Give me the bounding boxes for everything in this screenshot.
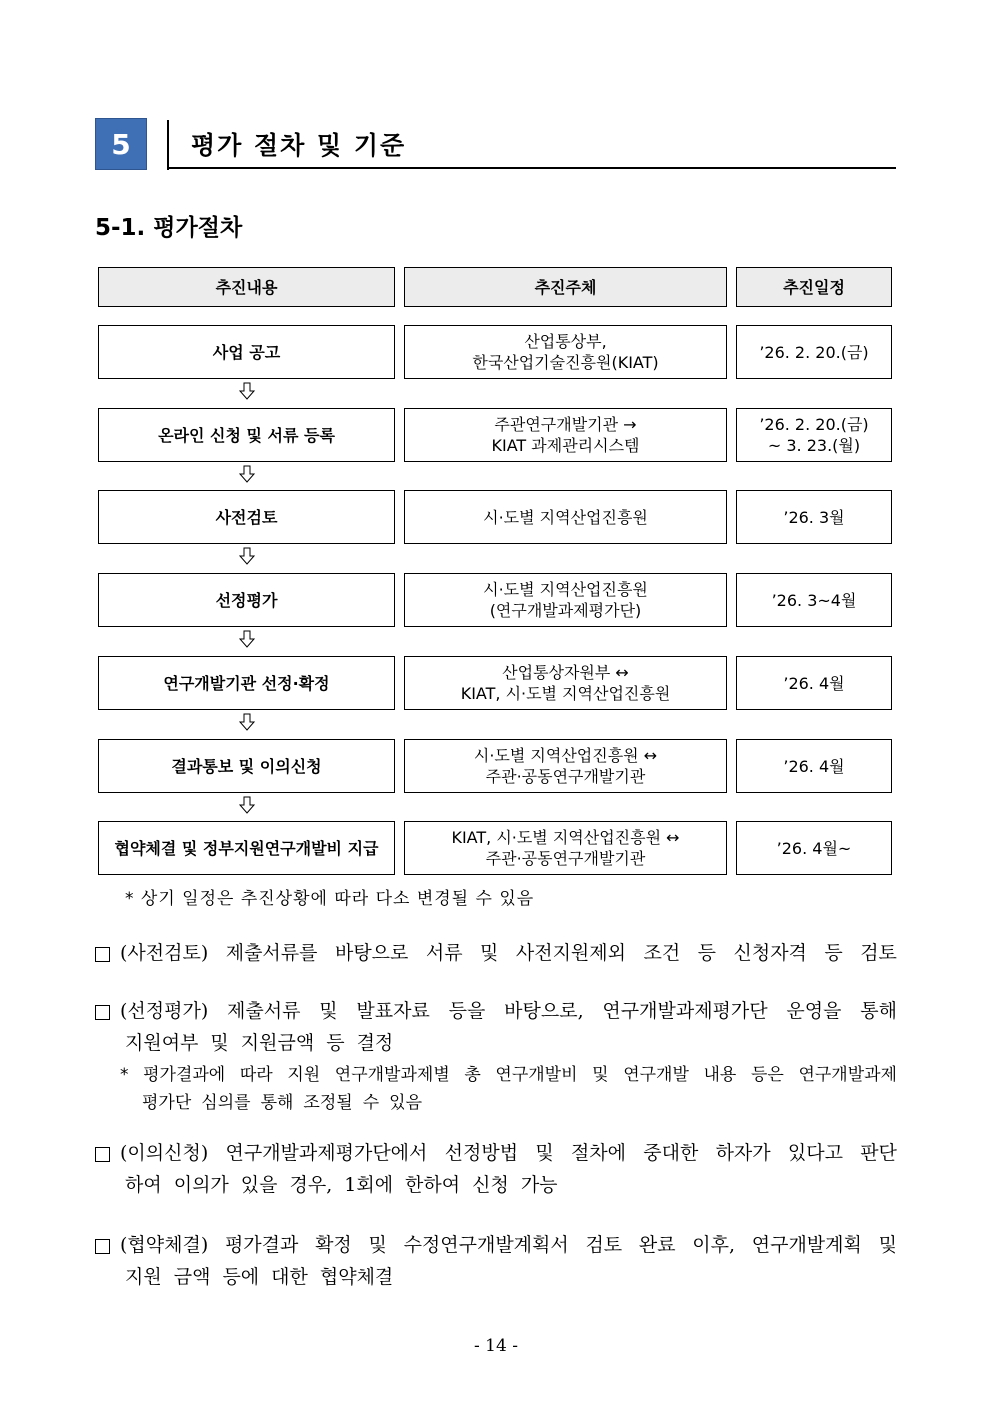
section-divider — [167, 120, 169, 170]
sub-note-line: * 평가결과에 따라 지원 연구개발과제별 총 연구개발비 및 연구개발 내용 등은 연구개발과제 — [120, 1065, 897, 1085]
section-number-badge: 5 — [95, 118, 147, 170]
paragraph-line: (협약체결) 평가결과 확정 및 수정연구개발계획서 검토 완료 이후, 연구개발계획 및 — [95, 1229, 897, 1261]
down-arrow-icon — [237, 795, 257, 815]
process-actor: 시·도별 지역산업진흥원 — [404, 490, 727, 544]
checkbox-square-icon: (협약체결) — [95, 1229, 208, 1261]
down-arrow-icon — [237, 546, 257, 566]
down-arrow-icon — [237, 712, 257, 732]
process-schedule: ’26. 4월 — [736, 739, 892, 793]
paragraph-line: 지원여부 및 지원금액 등 결정 — [125, 1032, 394, 1054]
paragraph-line: 지원 금액 등에 대한 협약체결 — [125, 1266, 394, 1288]
subsection-title: 5-1. 평가절차 — [95, 215, 243, 241]
process-schedule: ’26. 3~4월 — [736, 573, 892, 627]
paragraph-line: 하여 이의가 있을 경우, 1회에 한하여 신청 가능 — [125, 1174, 558, 1196]
process-schedule: ’26. 2. 20.(금) ~ 3. 23.(월) — [736, 408, 892, 462]
section-header — [95, 118, 896, 170]
sub-note — [120, 1061, 897, 1117]
process-step: 협약체결 및 정부지원연구개발비 지급 — [98, 821, 395, 875]
bullet-paragraph — [95, 1137, 897, 1201]
down-arrow-icon — [237, 464, 257, 484]
process-actor: 산업통상부, 한국산업기술진흥원(KIAT) — [404, 325, 727, 379]
process-schedule: ’26. 4월~ — [736, 821, 892, 875]
down-arrow-icon — [237, 381, 257, 401]
process-step: 사업 공고 — [98, 325, 395, 379]
process-step: 선정평가 — [98, 573, 395, 627]
process-actor: 주관연구개발기관 → KIAT 과제관리시스템 — [404, 408, 727, 462]
process-step: 온라인 신청 및 서류 등록 — [98, 408, 395, 462]
table-header-step: 추진내용 — [98, 267, 395, 307]
paragraph-line: (선정평가) 제출서류 및 발표자료 등을 바탕으로, 연구개발과제평가단 운영을 통해 — [95, 995, 897, 1027]
process-step: 사전검토 — [98, 490, 395, 544]
page-number: - 14 - — [474, 1336, 518, 1356]
sub-note-line: 평가단 심의를 통해 조정될 수 있음 — [142, 1093, 422, 1113]
down-arrow-icon — [237, 629, 257, 649]
process-actor: 시·도별 지역산업진흥원 (연구개발과제평가단) — [404, 573, 727, 627]
checkbox-square-icon: (사전검토) — [95, 937, 208, 969]
bullet-paragraph — [95, 937, 897, 969]
section-underline — [167, 167, 896, 169]
section-title: 평가 절차 및 기준 — [191, 131, 407, 160]
process-actor: 산업통상자원부 ↔ KIAT, 시·도별 지역산업진흥원 — [404, 656, 727, 710]
bullet-paragraph — [95, 995, 897, 1059]
process-schedule: ’26. 2. 20.(금) — [736, 325, 892, 379]
paragraph-line: (사전검토) 제출서류를 바탕으로 서류 및 사전지원제외 조건 등 신청자격 등 검토 — [95, 937, 897, 969]
checkbox-square-icon: (이의신청) — [95, 1137, 208, 1169]
bullet-paragraph — [95, 1229, 897, 1293]
process-actor: KIAT, 시·도별 지역산업진흥원 ↔ 주관·공동연구개발기관 — [404, 821, 727, 875]
table-header-schedule: 추진일정 — [736, 267, 892, 307]
process-schedule: ’26. 4월 — [736, 656, 892, 710]
paragraph-line: (이의신청) 연구개발과제평가단에서 선정방법 및 절차에 중대한 하자가 있다고 판단 — [95, 1137, 897, 1169]
process-step: 연구개발기관 선정·확정 — [98, 656, 395, 710]
table-header-actor: 추진주체 — [404, 267, 727, 307]
process-actor: 시·도별 지역산업진흥원 ↔ 주관·공동연구개발기관 — [404, 739, 727, 793]
process-schedule: ’26. 3월 — [736, 490, 892, 544]
checkbox-square-icon: (선정평가) — [95, 995, 208, 1027]
process-step: 결과통보 및 이의신청 — [98, 739, 395, 793]
schedule-note: * 상기 일정은 추진상황에 따라 다소 변경될 수 있음 — [125, 889, 535, 909]
